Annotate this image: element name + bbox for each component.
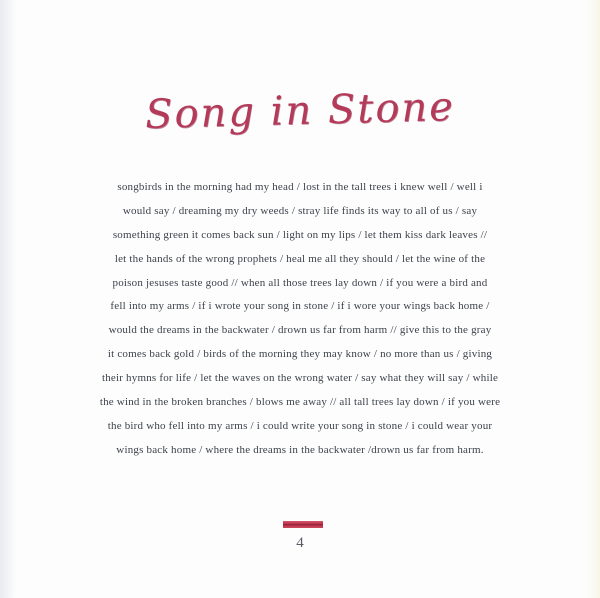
poem-line: songbirds in the morning had my head / lost in the tall trees i knew well / well i [117, 181, 483, 193]
poem-line: the bird who fell into my arms / i could write your song in stone / i could wear your [107, 419, 493, 432]
poem-line: the wind in the broken branches / blows me away // all tall trees lay down / if you were [99, 396, 501, 409]
poem-line: wings back home / where the dreams in the backwater /drown us far from harm. [116, 443, 484, 456]
page-number: 4 [296, 535, 304, 551]
poem-line: something green it comes back sun / light on my lips / let them kiss dark leaves // [112, 228, 488, 241]
poem-line: would the dreams in the backwater / drown us far from harm // give this to the gray [108, 324, 492, 337]
poem-line: it comes back gold / birds of the morning they may know / no more than us / giving [107, 348, 493, 361]
page-ornament-bar [283, 521, 323, 528]
poem-line: would say / dreaming my dry weeds / stray life finds its way to all of us / say [122, 204, 478, 217]
poem-line: poison jesuses taste good // when all those trees lay down / if you were a bird and [112, 276, 488, 289]
poem-line: their hymns for life / let the waves on the wrong water / say what they will say / while [101, 372, 499, 385]
page-title: Song in Stone [144, 83, 456, 139]
poem-line: fell into my arms / if i wrote your song in stone / if i wore your wings back home / [110, 300, 490, 313]
poem-text [0, 176, 600, 463]
poem-line: let the hands of the wrong prophets / heal me all they should / let the wine of the [114, 252, 486, 265]
